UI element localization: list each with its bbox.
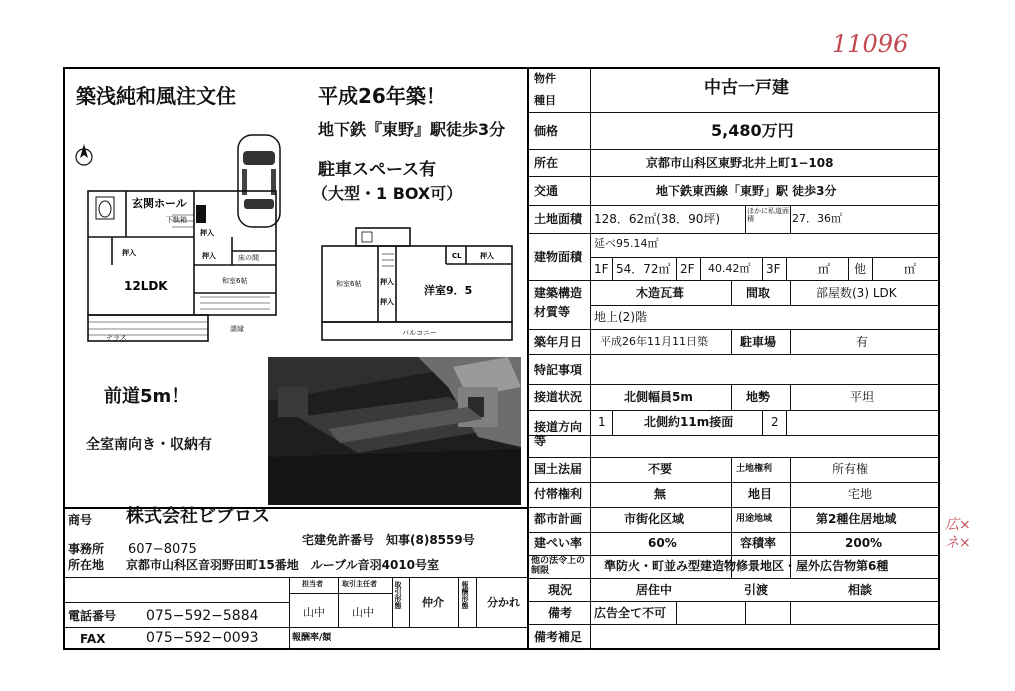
headline-parking-size: （大型・1 BOX可） <box>312 184 463 203</box>
plan-label-cl: CL <box>452 252 462 260</box>
chief-name: 山中 <box>352 606 374 619</box>
plan-label-washitsu: 和室6帖 <box>222 277 248 285</box>
special-label: 特記事項 <box>534 363 583 377</box>
floorplan-1f <box>82 185 282 345</box>
status: 居住中 <box>636 583 673 597</box>
plan-label-terrace: テラス <box>106 334 127 342</box>
house-photo <box>268 357 521 505</box>
fax-label: FAX <box>80 632 106 646</box>
handwritten-number: 11096 <box>832 30 909 58</box>
plan-label-yoshitsu: 洋室9．5 <box>424 284 473 297</box>
structure-label-1: 建築構造 <box>534 286 583 300</box>
private-road-area: 27．36㎡ <box>792 212 842 225</box>
road-direction-1: 1 <box>598 415 606 429</box>
private-road-label: ほかに私道面積 <box>747 207 789 224</box>
kokudo: 不要 <box>648 462 673 476</box>
plan-label-washitsu-2f: 和室6帖 <box>336 280 362 288</box>
urban-label: 都市計画 <box>534 512 583 526</box>
floor1-area: 54．72㎡ <box>616 262 671 276</box>
parking: 有 <box>856 335 869 349</box>
location: 京都市山科区東野北井上町1−108 <box>646 156 834 170</box>
tel-label: 電話番号 <box>68 609 117 623</box>
headline-station: 地下鉄『東野』駅徒歩3分 <box>318 120 506 139</box>
zoning: 第2種住居地域 <box>816 512 897 526</box>
terrain-label: 地勢 <box>746 390 771 404</box>
plan-label-storage-e: 押入 <box>380 278 394 286</box>
chimoku-label: 地目 <box>748 487 773 501</box>
office-label: 事務所 <box>68 542 105 556</box>
rooms: 部屋数(3) LDK <box>816 286 897 300</box>
office-address: 京都市山科区音羽野田町15番地 ルーブル音羽4010号室 <box>126 558 440 572</box>
plan-label-storage-c: 押入 <box>202 252 216 260</box>
price-label: 価格 <box>534 124 559 138</box>
land-area-label: 土地面積 <box>534 212 583 226</box>
land-right-label: 土地権利 <box>736 464 773 474</box>
handwritten-note-2: ネ× <box>945 535 971 551</box>
handover-label: 引渡 <box>744 583 769 597</box>
floor1-label: 1F <box>594 262 609 276</box>
plan-label-shoebox: 下駄箱 <box>166 216 187 224</box>
remarks-extra-label: 備考補足 <box>534 630 583 644</box>
far: 200% <box>845 536 883 550</box>
plan-label-storage-b: 押入 <box>122 249 136 257</box>
remarks-label: 備考 <box>548 606 573 620</box>
fax-number: 075−592−0093 <box>146 630 259 646</box>
trade-name-label: 商号 <box>68 513 93 527</box>
road-label: 接道状況 <box>534 390 583 404</box>
other-floor-label: 他 <box>854 262 867 276</box>
building-area-label: 建物面積 <box>534 250 583 264</box>
chimoku: 宅地 <box>848 487 873 501</box>
plan-label-storage-d: 押入 <box>480 252 494 260</box>
location-label: 所在 <box>534 156 559 170</box>
rep-label: 担当者 <box>302 580 323 588</box>
type-label-1: 物件 <box>534 72 556 85</box>
plan-label-storage-f: 押入 <box>380 298 394 306</box>
north-arrow-icon <box>72 142 96 168</box>
road-direction-value: 北側約11m接面 <box>644 415 734 429</box>
traffic: 地下鉄東西線「東野」駅 徒歩3分 <box>656 184 837 198</box>
plan-label-storage-a: 押入 <box>200 229 214 237</box>
floorplan-2f <box>316 224 518 346</box>
plan-label-hall: 玄関ホール <box>132 197 187 210</box>
plan-label-balcony: バルコニー <box>402 329 437 337</box>
front-road-text: 前道5m！ <box>104 386 190 407</box>
attached-label: 付帯権利 <box>534 487 583 501</box>
plan-label-engawa: 濡縁 <box>230 325 244 333</box>
rep-name: 山中 <box>303 606 325 619</box>
layout-label: 間取 <box>746 286 771 300</box>
remarks: 広告全て不可 <box>594 606 667 620</box>
license-number: 宅建免許番号 知事(8)8559号 <box>302 533 475 547</box>
other-law-label: 他の法令上の制限 <box>531 556 586 576</box>
plan-label-toko: 床の間 <box>238 254 259 262</box>
building-total: 延べ95.14㎡ <box>594 237 659 250</box>
handwritten-note-1: 広× <box>945 517 971 533</box>
floors: 地上(2)階 <box>594 310 647 324</box>
road: 北側幅員5m <box>624 390 693 404</box>
headline-year: 平成26年築！ <box>318 84 446 108</box>
land-right: 所有権 <box>832 462 869 476</box>
headline-style: 築浅純和風注文住 <box>76 84 236 108</box>
south-facing-text: 全室南向き・収納有 <box>86 437 212 453</box>
floor2-area: 40.42㎡ <box>708 262 751 275</box>
kokudo-label: 国土法届 <box>534 462 583 476</box>
address-label: 所在地 <box>68 558 105 572</box>
fee-ratio-label: 報酬率/額 <box>292 633 332 643</box>
far-label: 容積率 <box>740 536 777 550</box>
fee-type-label: 報酬形態 <box>461 581 469 609</box>
parking-label: 駐車場 <box>740 335 777 349</box>
floor3-label: 3F <box>766 262 781 276</box>
traffic-label: 交通 <box>534 184 559 198</box>
road-direction-label: 接道方向等 <box>534 420 583 449</box>
road-direction-2: 2 <box>771 415 779 429</box>
other-floor-area: ㎡ <box>904 262 917 276</box>
structure: 木造瓦葺 <box>636 286 685 300</box>
deal-type-label: 取引形態 <box>394 581 402 609</box>
status-label: 現況 <box>548 583 573 597</box>
plan-label-ldk: 12LDK <box>124 279 168 293</box>
coverage: 60% <box>648 536 677 550</box>
built-date: 平成26年11月11日築 <box>600 335 708 348</box>
type-label-2: 種目 <box>534 94 556 107</box>
chief-label: 取引主任者 <box>342 580 377 588</box>
trade-name: 株式会社ビブロス <box>126 506 270 527</box>
office-zip: 607−8075 <box>128 542 197 557</box>
floor3-area: ㎡ <box>818 262 831 276</box>
attached: 無 <box>654 487 667 501</box>
price: 5,480万円 <box>711 121 794 140</box>
built-label: 築年月日 <box>534 335 583 349</box>
zoning-label: 用途地域 <box>736 514 773 524</box>
structure-label-2: 材質等 <box>534 305 571 319</box>
tel-number: 075−592−5884 <box>146 608 259 624</box>
property-type: 中古一戸建 <box>704 78 789 98</box>
urban: 市街化区域 <box>624 512 685 526</box>
other-law: 準防火・町並み型建造物修景地区・屋外広告物第6種 <box>604 559 889 573</box>
land-area: 128．62㎡(38．90坪) <box>594 212 721 226</box>
headline-parking: 駐車スペース有 <box>318 160 437 180</box>
floor2-label: 2F <box>680 262 695 276</box>
coverage-label: 建ぺい率 <box>534 536 583 550</box>
share-label: 分かれ <box>487 596 520 609</box>
handover: 相談 <box>848 583 873 597</box>
terrain: 平坦 <box>850 390 875 404</box>
split-label: 仲介 <box>422 596 444 609</box>
